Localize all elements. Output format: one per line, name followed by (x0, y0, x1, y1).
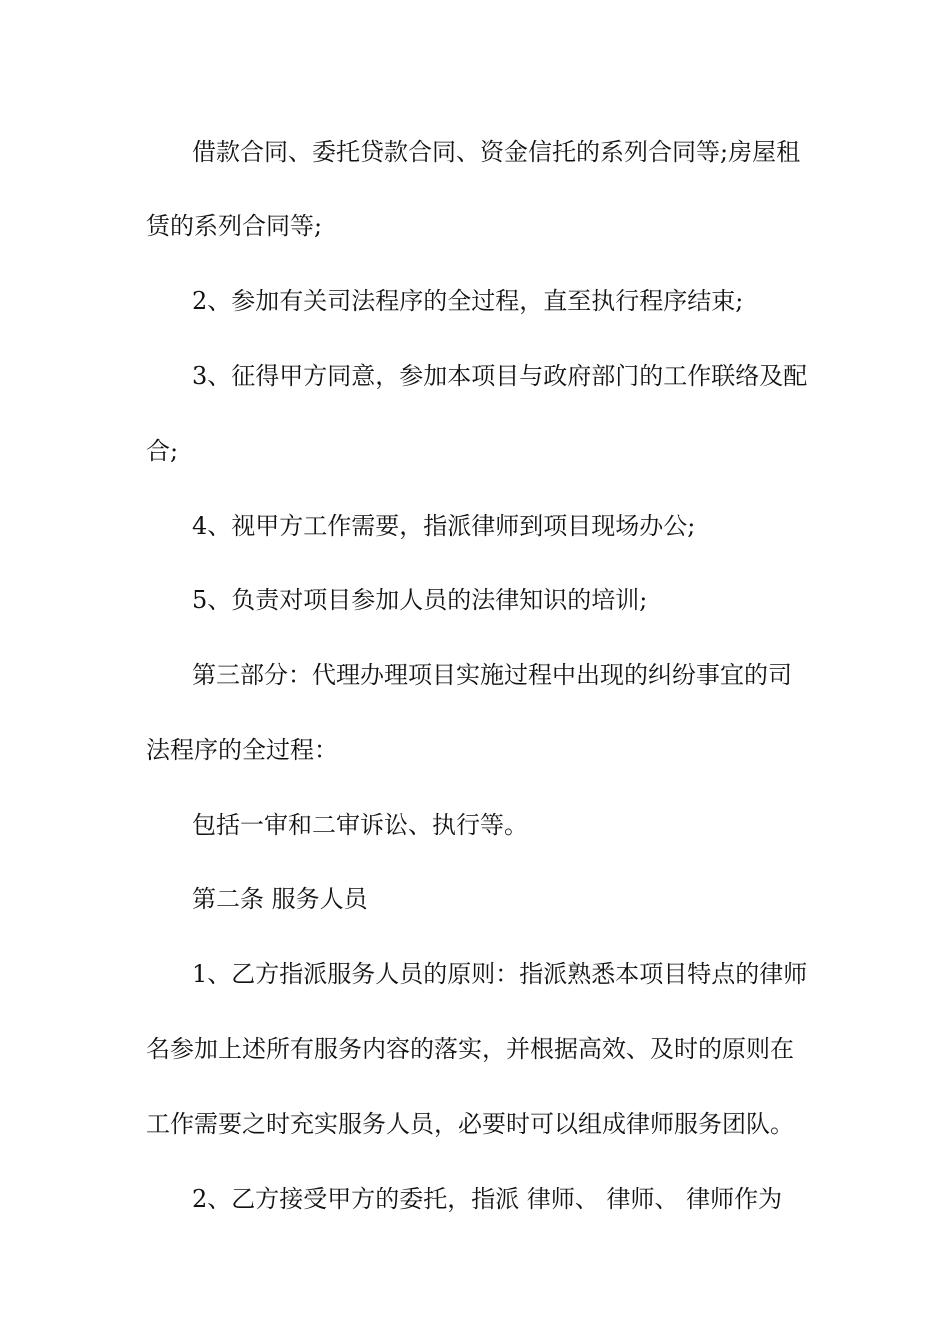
paragraph-line: 赁的系列合同等; (146, 212, 323, 240)
paragraph-line: 3、征得甲方同意，参加本项目与政府部门的工作联络及配 (192, 362, 808, 390)
paragraph-line: 工作需要之时充实服务人员，必要时可以组成律师服务团队。 (146, 1110, 794, 1138)
paragraph-line: 名参加上述所有服务内容的落实，并根据高效、及时的原则在 (146, 1035, 794, 1063)
article-heading: 第二条 服务人员 (192, 885, 368, 913)
paragraph-line: 4、视甲方工作需要，指派律师到项目现场办公; (192, 512, 696, 540)
paragraph-line: 2、乙方接受甲方的委托，指派 律师、 律师、 律师作为 (192, 1185, 783, 1213)
paragraph-line: 2、参加有关司法程序的全过程，直至执行程序结束; (192, 287, 744, 315)
paragraph-line: 包括一审和二审诉讼、执行等。 (192, 811, 528, 839)
paragraph-line: 1、乙方指派服务人员的原则：指派熟悉本项目特点的律师 (192, 960, 808, 988)
paragraph-line: 法程序的全过程： (146, 736, 338, 764)
paragraph-line: 借款合同、委托贷款合同、资金信托的系列合同等;房屋租 (192, 138, 801, 166)
section-heading: 第三部分：代理办理项目实施过程中出现的纠纷事宜的司 (192, 661, 792, 689)
paragraph-line: 合; (146, 437, 179, 465)
paragraph-line: 5、负责对项目参加人员的法律知识的培训; (192, 586, 648, 614)
